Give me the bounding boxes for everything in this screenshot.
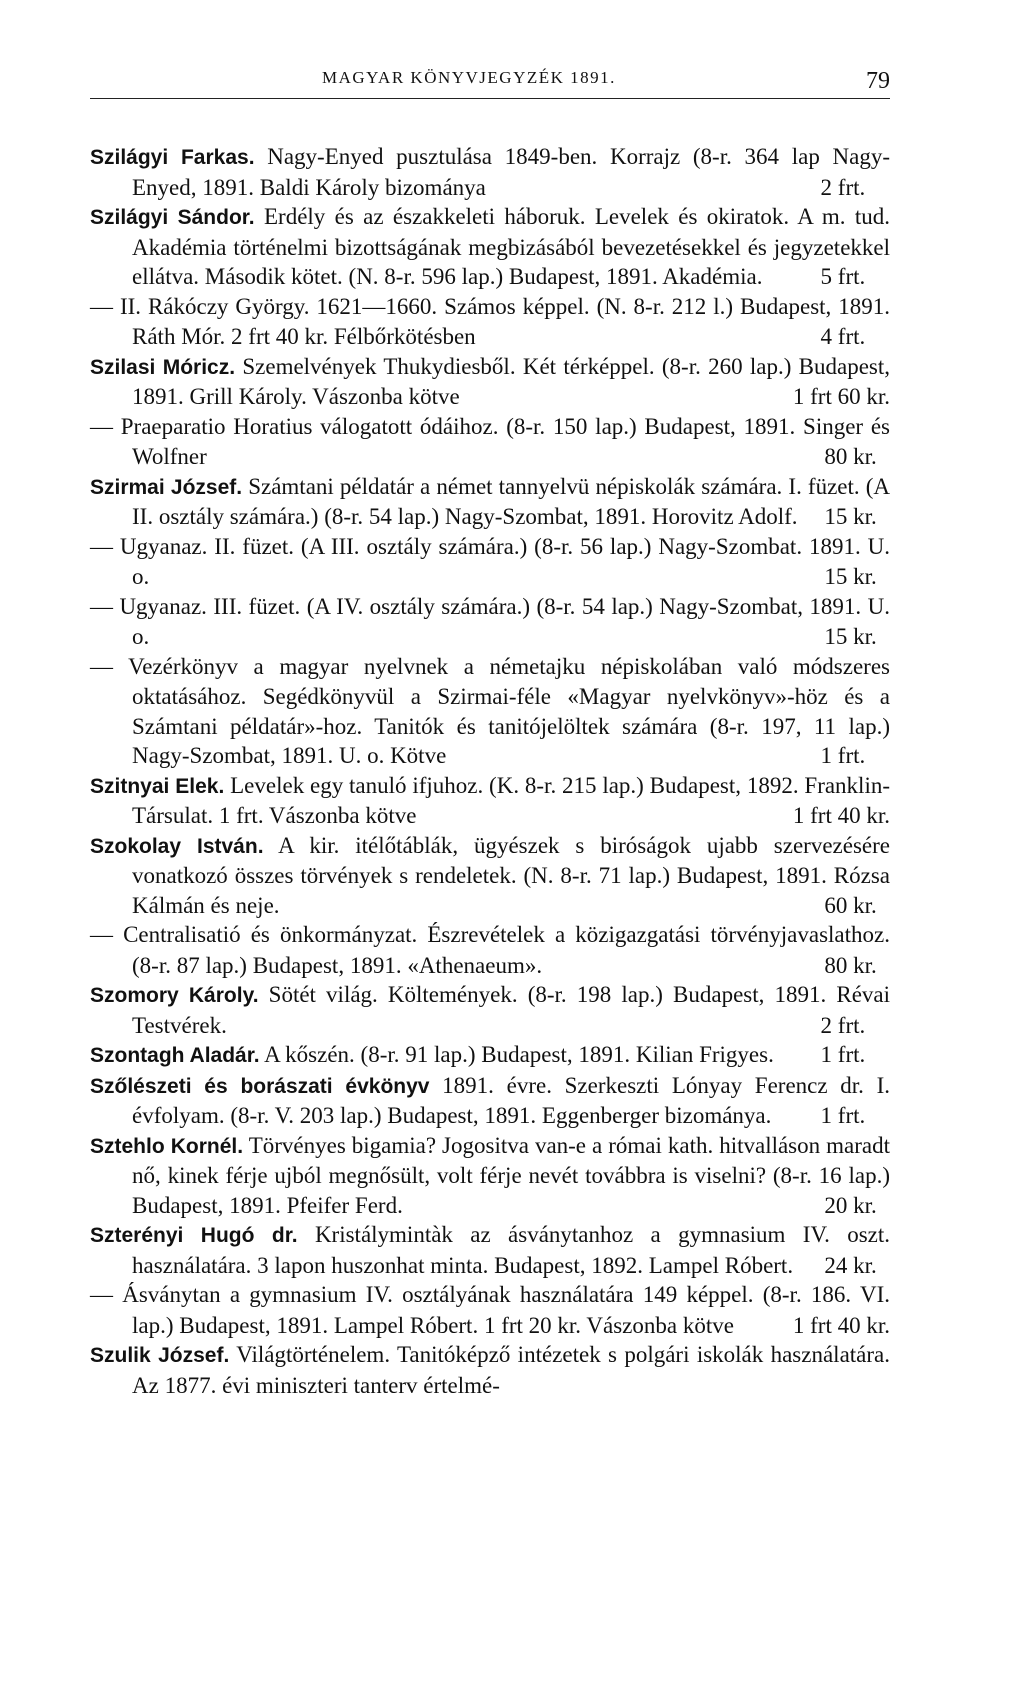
entry-text: Számtani példatár a német tannyelvü népiskolák számára. I. füzet. (A II. osztály számára.) (8-r. 54 lap.) Nagy-Szombat, 1891. Horovitz Adolf. [132, 473, 891, 529]
entry [90, 472, 890, 532]
entry [90, 920, 890, 980]
entry-price: 20 kr. [824, 1192, 877, 1218]
entry-price: 5 frt. [820, 264, 866, 289]
entry-text: Nagy-Enyed pusztulása 1849-ben. Korrajz (8-r. 364 lap Nagy-Enyed, 1891. Baldi Károly bizománya [132, 144, 891, 200]
entry-author: Szilágyi Sándor. [90, 206, 255, 229]
entry-price: 15 kr. [824, 504, 877, 529]
entry-author: Szomory Károly. [90, 984, 259, 1007]
entry-author: Szilasi Móricz. [90, 355, 236, 379]
bibliography-entries [90, 142, 890, 1400]
entry-price: 80 kr. [824, 444, 877, 469]
entry-author: Szőlészeti és borászati évkönyv [90, 1074, 430, 1098]
entry-author: Szirmai József. [90, 475, 243, 499]
entry [90, 1040, 890, 1071]
entry-author: Szokolay István. [90, 834, 264, 858]
entry-text: — Centralisatió és önkormányzat. Észrevételek a közigazgatási törvényjavaslathoz. (8-r. 87 lap.) Budapest, 1891. «Athenaeum». [90, 922, 890, 978]
entry [90, 652, 890, 771]
page-header [90, 68, 890, 99]
entry-text: — Praeparatio Horatius válogatott ódáihoz. (8-r. 150 lap.) Budapest, 1891. Singer és Wolfner [90, 413, 890, 469]
entry-text: Szemelvények Thukydiesből. Két térképpel. (8-r. 260 lap.) Budapest, 1891. Grill Károly. Vászonba kötve [132, 353, 891, 409]
entry-text: — Vezérkönyv a magyar nyelvnek a németajku népiskolában való módszeres oktatásához. Segédkönyvül a Szirmai-féle «Magyar nyelvkönyv»-höz és a Számtani példatár»-hoz. Tanitók és tanitójelöltek számára (8-r. 197, 11 lap.) Nagy-Szombat, 1891. U. o. Kötve [90, 653, 890, 768]
entry [90, 771, 890, 831]
entry-price: 4 frt. [820, 324, 866, 349]
entry [90, 592, 890, 652]
entry [90, 831, 890, 921]
entry [90, 1340, 890, 1400]
entry-price: 1 frt. [820, 743, 866, 768]
entry [90, 532, 890, 592]
entry-price: 1 frt. [820, 1042, 866, 1067]
entry [90, 1131, 890, 1221]
entry [90, 980, 890, 1040]
page-number: 79 [866, 68, 890, 94]
entry-price: 1 frt 60 kr. [792, 384, 890, 409]
running-title: MAGYAR KÖNYVJEGYZÉK 1891. [322, 68, 616, 87]
entry-text: — Ugyanaz. II. füzet. (A III. osztály számára.) (8-r. 56 lap.) Nagy-Szombat. 1891. U. o. [90, 533, 890, 589]
entry-text: — Ugyanaz. III. füzet. (A IV. osztály számára.) (8-r. 54 lap.) Nagy-Szombat, 1891. U. o. [90, 593, 890, 649]
entry-price: 15 kr. [824, 624, 877, 649]
entry [90, 412, 890, 472]
entry-text: Törvényes bigamia? Jogositva van-e a római kath. hitvalláson maradt nő, kinek férje ujból megnősült, volt férje nevét továbbra is viselni? (8-r. 16 lap.) Budapest, 1891. Pfeifer Ferd. [132, 1132, 890, 1218]
entry-text: 1891. évre. Szerkeszti Lónyay Ferencz dr. I. évfolyam. (8-r. V. 203 lap.) Budapest, 1891. Eggenberger bizománya. [132, 1072, 891, 1128]
entry [90, 202, 890, 292]
entry-text: Kristálymintàk az ásványtanhoz a gymnasium IV. oszt. használatára. 3 lapon huszonhat minta. Budapest, 1892. Lampel Róbert. [132, 1222, 891, 1278]
entry-text: — II. Rákóczy György. 1621—1660. Számos képpel. (N. 8-r. 212 l.) Budapest, 1891. Ráth Mór. 2 frt 40 kr. Félbőrkötésben [90, 293, 890, 349]
entry [90, 352, 890, 412]
entry [90, 142, 890, 202]
entry-text: A kir. itélőtáblák, ügyészek s biróságok ujabb szervezésére vonatkozó összes törvények s rendeletek. (N. 8-r. 71 lap.) Budapest, 1891. Rózsa Kálmán és neje. [132, 832, 890, 918]
entry-author: Szterényi Hugó dr. [90, 1224, 298, 1247]
entry-price: 24 kr. [824, 1252, 877, 1278]
entry-text: — Ásványtan a gymnasium IV. osztályának használatára 149 képpel. (8-r. 186. VI. lap.) Budapest, 1891. Lampel Róbert. 1 frt 20 kr. Vászonba kötve [90, 1282, 890, 1338]
entry [90, 1220, 890, 1280]
entry-price: 1 frt 40 kr. [792, 1312, 890, 1338]
entry [90, 292, 890, 352]
entry-price: 2 frt. [820, 1012, 866, 1038]
entry-author: Szitnyai Elek. [90, 774, 225, 798]
entry-author: Szontagh Aladár. [90, 1044, 260, 1067]
entry-price: 1 frt 40 kr. [792, 803, 890, 828]
entry-price: 15 kr. [824, 564, 877, 589]
entry-text: Sötét világ. Költemények. (8-r. 198 lap.) Budapest, 1891. Révai Testvérek. [132, 982, 891, 1038]
entry-price: 80 kr. [824, 952, 877, 978]
entry-price: 1 frt. [820, 1103, 866, 1128]
entry [90, 1071, 890, 1131]
entry-author: Szilágyi Farkas. [90, 146, 255, 169]
entry-text: Levelek egy tanuló ifjuhoz. (K. 8-r. 215 lap.) Budapest, 1892. Franklin-Társulat. 1 frt. Vászonba kötve [132, 772, 890, 828]
entry [90, 1280, 890, 1340]
entry-text: A kőszén. (8-r. 91 lap.) Budapest, 1891. Kilian Frigyes. [264, 1042, 774, 1067]
entry-text: Erdély és az északkeleti háboruk. Levelek és okiratok. A m. tud. Akadémia történelmi bizottságának megbizásából bevezetésekkel és jegyzetekkel ellátva. Második kötet. (N. 8-r. 596 lap.) Budapest, 1891. Akadémia. [132, 204, 890, 289]
entry-author: Szulik József. [90, 1344, 230, 1367]
entry-price: 2 frt. [820, 174, 866, 200]
entry-author: Sztehlo Kornél. [90, 1134, 244, 1158]
entry-text: Világtörténelem. Tanitóképző intézetek s polgári iskolák használatára. Az 1877. évi miniszteri tanterv értelmé- [132, 1342, 890, 1398]
entry-price: 60 kr. [824, 892, 877, 918]
